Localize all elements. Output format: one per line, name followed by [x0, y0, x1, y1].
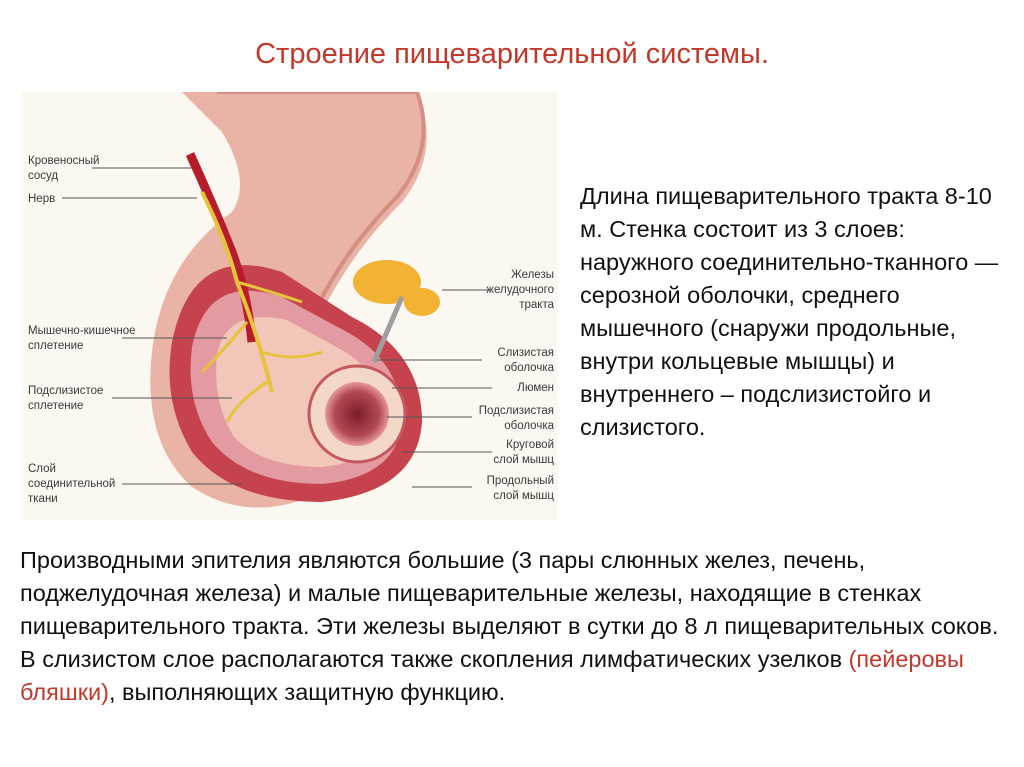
label-longitudinal-muscle: Продольный слой мышц	[486, 475, 554, 502]
label-connective-layer: Слой соединительной ткани	[28, 463, 116, 505]
side-paragraph: Длина пищеварительного тракта 8-10 м. Стенка состоит из 3 слоев: наружного соединительно-тканного — серозной оболочки, среднего мышечного (снаружи продольные, внутри кольцевые мышцы) и внутреннего – подслизистойго и слизистого.	[580, 183, 999, 440]
digestive-wall-illustration	[22, 92, 558, 520]
label-lumen: Люмен	[517, 382, 554, 394]
slide-title: Строение пищеварительной системы.	[255, 38, 769, 70]
label-myenteric-plexus: Мышечно-кишечное сплетение	[28, 325, 136, 352]
label-circular-muscle: Круговой слой мышц	[493, 439, 554, 466]
label-glands: Железы желудочного тракта	[486, 269, 554, 311]
label-mucosa: Слизистая оболочка	[497, 347, 554, 374]
lumen-shape	[325, 382, 389, 446]
label-submucosa: Подслизистая оболочка	[478, 405, 554, 432]
peyer-patches-highlight: (пейеровы бляшки)	[20, 646, 964, 705]
label-blood-vessel: Кровеносный сосуд	[28, 155, 100, 182]
intestine-drawing	[22, 92, 558, 520]
bottom-paragraph-2-end: , выполняющих защитную функцию.	[108, 679, 506, 705]
bottom-paragraph-2-start: В слизистом слое располагаются также скопления лимфатических узелков	[20, 646, 849, 672]
bottom-text	[20, 544, 1010, 709]
bottom-paragraph-2	[20, 643, 1010, 709]
label-submucosal-plexus: Подслизистое сплетение	[28, 385, 104, 412]
bottom-paragraph-1: Производными эпителия являются большие (3 пары слюнных желез, печень, поджелудочная железа) и малые пищеварительные железы, находящие в стенках пищеварительного тракта. Эти железы выделяют в сутки до 8 л пищеварительных соков.	[20, 547, 999, 639]
label-nerve: Нерв	[28, 193, 56, 205]
